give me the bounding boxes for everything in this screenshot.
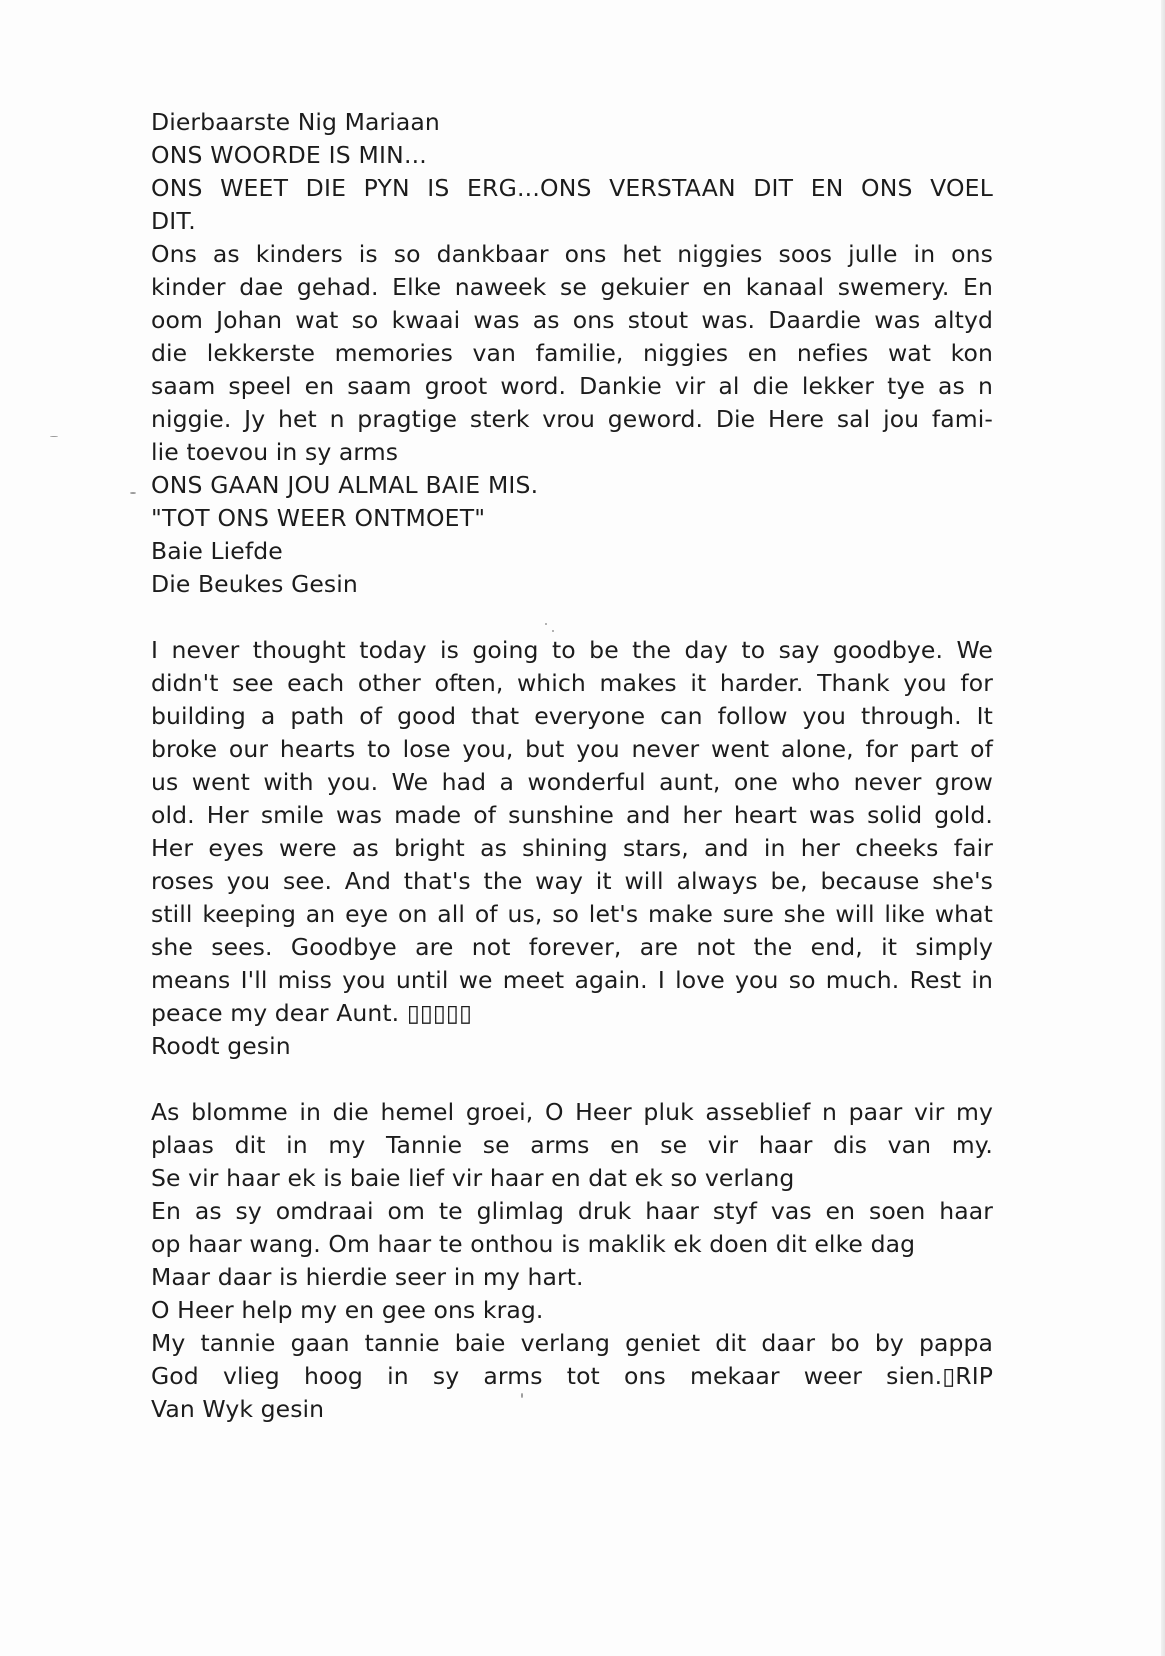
body-line: Se vir haar ek is baie lief vir haar en dat ek so verlang	[151, 1164, 795, 1192]
caps-line: ONS WEET DIE PYN IS ERG...ONS VERSTAAN DIT EN ONS VOEL	[151, 174, 993, 202]
body-line: God vlieg hoog in sy arms tot ons mekaar weer sien.▯RIP	[151, 1362, 993, 1390]
body-line: Maar daar is hierdie seer in my hart.	[151, 1263, 584, 1291]
document-body	[151, 106, 993, 1426]
body-line: didn't see each other often, which makes it harder. Thank you for	[151, 669, 993, 697]
body-line: plaas dit in my Tannie se arms en se vir haar dis van my.	[151, 1131, 993, 1159]
message-van-wyk	[151, 1096, 993, 1426]
signature: Van Wyk gesin	[151, 1395, 325, 1423]
signature: Die Beukes Gesin	[151, 570, 358, 598]
body-line: still keeping an eye on all of us, so let's make sure she will like what	[151, 900, 993, 928]
body-line: Ons as kinders is so dankbaar ons het niggies soos julle in ons	[151, 240, 993, 268]
closing-line: Baie Liefde	[151, 537, 283, 565]
body-line: building a path of good that everyone can follow you through. It	[151, 702, 993, 730]
message-beukes	[151, 106, 993, 601]
body-line: I never thought today is going to be the day to say goodbye. We	[151, 636, 993, 664]
scan-speck	[130, 492, 136, 494]
salutation: Dierbaarste Nig Mariaan	[151, 108, 440, 136]
body-line: kinder dae gehad. Elke naweek se gekuier en kanaal swemery. En	[151, 273, 993, 301]
scan-speck	[50, 436, 58, 437]
body-line: lie toevou in sy arms	[151, 438, 399, 466]
caps-line: ONS WOORDE IS MIN...	[151, 141, 427, 169]
body-line: roses you see. And that's the way it will always be, because she's	[151, 867, 993, 895]
caps-line: ONS GAAN JOU ALMAL BAIE MIS.	[151, 471, 539, 499]
scan-speck	[521, 1393, 523, 1398]
body-line: peace my dear Aunt. ▯▯▯▯▯	[151, 999, 472, 1027]
body-line: En as sy omdraai om te glimlag druk haar styf vas en soen haar	[151, 1197, 993, 1225]
message-roodt	[151, 634, 993, 1063]
caps-line: DIT.	[151, 207, 196, 235]
paragraph-gap	[151, 601, 993, 634]
body-line: O Heer help my en gee ons krag.	[151, 1296, 544, 1324]
body-line: means I'll miss you until we meet again. I love you so much. Rest in	[151, 966, 993, 994]
body-line: Her eyes were as bright as shining stars, and in her cheeks fair	[151, 834, 993, 862]
body-line: old. Her smile was made of sunshine and her heart was solid gold.	[151, 801, 993, 829]
signature: Roodt gesin	[151, 1032, 291, 1060]
scan-speck	[552, 630, 554, 632]
body-line: As blomme in die hemel groei, O Heer pluk asseblief n paar vir my	[151, 1098, 993, 1126]
paragraph-gap	[151, 1063, 993, 1096]
body-line: broke our hearts to lose you, but you never went alone, for part of	[151, 735, 993, 763]
caps-line: "TOT ONS WEER ONTMOET"	[151, 504, 486, 532]
body-line: oom Johan wat so kwaai was as ons stout was. Daardie was altyd	[151, 306, 993, 334]
body-line: she sees. Goodbye are not forever, are not the end, it simply	[151, 933, 993, 961]
body-line: My tannie gaan tannie baie verlang geniet dit daar bo by pappa	[151, 1329, 993, 1357]
scan-edge-shadow	[1161, 0, 1165, 1656]
scan-speck	[545, 623, 547, 625]
body-line: us went with you. We had a wonderful aunt, one who never grow	[151, 768, 993, 796]
body-line: die lekkerste memories van familie, niggies en nefies wat kon	[151, 339, 993, 367]
body-line: niggie. Jy het n pragtige sterk vrou geword. Die Here sal jou fami-	[151, 405, 993, 433]
body-line: saam speel en saam groot word. Dankie vir al die lekker tye as n	[151, 372, 993, 400]
body-line: op haar wang. Om haar te onthou is maklik ek doen dit elke dag	[151, 1230, 916, 1258]
